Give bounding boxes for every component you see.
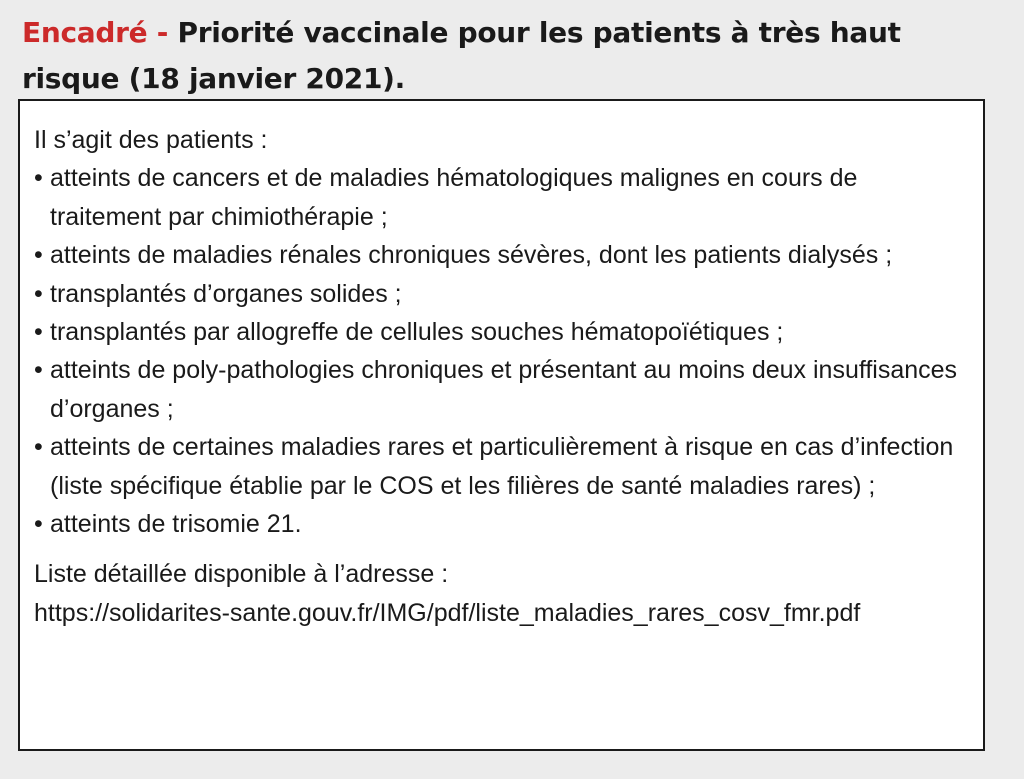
footer	[34, 555, 969, 632]
list-item	[34, 236, 969, 274]
list-item-text: atteints de certaines maladies rares et particulièrement à risque en cas d’infection (liste spécifique établie par le COS et les filières de santé maladies rares) ;	[50, 433, 954, 500]
bullet-icon: •	[34, 356, 43, 385]
footer-url: https://solidarites-sante.gouv.fr/IMG/pdf/liste_maladies_rares_cosv_fmr.pdf	[34, 598, 861, 627]
info-box-content	[34, 121, 969, 632]
bullet-icon: •	[34, 279, 43, 308]
footer-label: Liste détaillée disponible à l’adresse :	[34, 560, 449, 589]
bullet-icon: •	[34, 164, 43, 193]
list-item-text: atteints de trisomie 21.	[50, 510, 302, 539]
bullet-icon: •	[34, 318, 43, 347]
list-item	[34, 275, 969, 313]
bullet-icon: •	[34, 510, 43, 539]
box-label: Encadré -	[22, 16, 178, 49]
box-title	[22, 10, 1002, 102]
bullet-icon: •	[34, 433, 43, 462]
list-item	[34, 428, 969, 505]
list-item	[34, 505, 969, 543]
intro-text: Il s’agit des patients :	[34, 126, 268, 154]
list-item-text: atteints de poly-pathologies chroniques et présentant au moins deux insuffisances d’organes ;	[50, 356, 958, 423]
list-item-text: transplantés par allogreffe de cellules souches hématopoïétiques ;	[50, 318, 784, 347]
list-item	[34, 351, 969, 428]
box-title-text: Priorité vaccinale pour les patients à très haut risque (18 janvier 2021).	[22, 16, 901, 95]
list-item	[34, 313, 969, 351]
info-box	[18, 99, 985, 751]
bullet-icon: •	[34, 241, 43, 270]
patient-list	[34, 159, 969, 543]
list-item-text: atteints de cancers et de maladies hématologiques malignes en cours de traitement par chimiothérapie ;	[50, 164, 858, 231]
list-item	[34, 159, 969, 236]
list-item-text: atteints de maladies rénales chroniques sévères, dont les patients dialysés ;	[50, 241, 893, 270]
list-item-text: transplantés d’organes solides ;	[50, 279, 402, 308]
